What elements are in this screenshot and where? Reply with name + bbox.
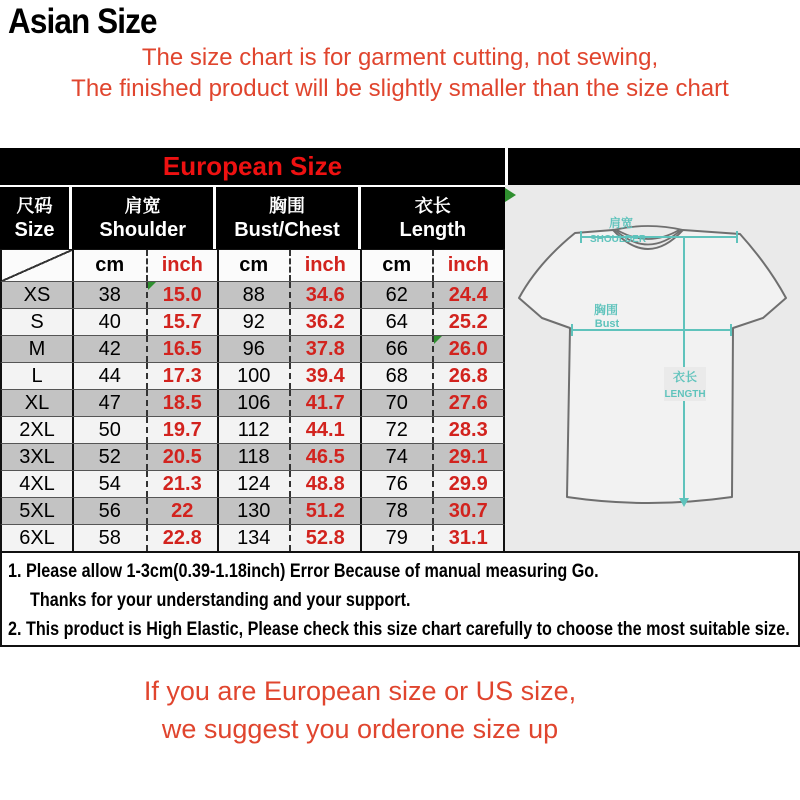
value-cell: 20.5 — [146, 444, 218, 470]
value-cell: 37.8 — [289, 336, 361, 362]
footer-line2: we suggest you orderone size up — [161, 714, 559, 744]
warning-line2: The finished product will be slightly smaller than the size chart — [71, 75, 729, 102]
value-cell: 76 — [360, 471, 432, 497]
value-cell: 25.2 — [432, 309, 504, 335]
value-cell: 64 — [360, 309, 432, 335]
value-cell: 100 — [217, 363, 289, 389]
unit-cell-cm-2: cm — [217, 250, 289, 281]
value-cell: 52.8 — [289, 525, 361, 551]
value-cell: 79 — [360, 525, 432, 551]
value-cell: 22 — [146, 498, 218, 524]
size-cell: 4XL — [2, 471, 74, 497]
value-cell: 31.1 — [432, 525, 504, 551]
column-header-en: Size — [14, 218, 55, 241]
note-2-text: 2. This product is High Elastic, Please check this size chart carefully to choose the most suitable size. — [8, 619, 790, 640]
size-cell: 5XL — [2, 498, 74, 524]
chart-area — [0, 148, 800, 551]
table-row-xs — [0, 281, 505, 308]
value-cell: 26.8 — [432, 363, 504, 389]
banner-right-segment — [505, 148, 800, 185]
value-cell: 16.5 — [146, 336, 218, 362]
value-cell: 54 — [98, 472, 121, 495]
warning-line1: The size chart is for garment cutting, not sewing, — [141, 44, 659, 71]
size-cell: L — [2, 363, 74, 389]
value-cell: 66 — [360, 336, 432, 362]
footer-line1: If you are European size or US size, — [143, 676, 577, 706]
shoulder-label-zh: 肩宽 — [608, 216, 634, 230]
value-cell: 46.5 — [289, 444, 361, 470]
table-row-2xl — [0, 416, 505, 443]
value-cell: 19.7 — [146, 417, 218, 443]
value-cell: 70 — [360, 390, 432, 416]
table-banner-label: European Size — [162, 151, 343, 181]
size-cell: M — [2, 336, 74, 362]
size-cell: S — [2, 309, 74, 335]
value-cell: 44.1 — [289, 417, 361, 443]
length-label-zh: 衣长 — [672, 370, 698, 384]
size-cell: 3XL — [2, 444, 74, 470]
column-header-en: Length — [399, 218, 467, 241]
column-header-size — [0, 185, 72, 249]
value-cell: 72 — [360, 417, 432, 443]
bust-label-zh: 胸围 — [593, 303, 619, 317]
value-cell: 18.5 — [146, 390, 218, 416]
column-header-zh: 衣长 — [414, 195, 451, 216]
value-cell: 130 — [217, 498, 289, 524]
size-table — [0, 148, 505, 551]
column-header-en: Shoulder — [99, 218, 186, 241]
green-corner-marker — [505, 188, 516, 202]
value-cell: 58 — [98, 526, 121, 549]
column-header-zh: 胸围 — [268, 195, 305, 216]
value-cell: 15.7 — [146, 309, 218, 335]
value-cell: 68 — [360, 363, 432, 389]
table-row-s — [0, 308, 505, 335]
value-cell: 56 — [98, 499, 121, 522]
value-cell: 78 — [360, 498, 432, 524]
value-cell: 50 — [98, 418, 121, 441]
value-cell: 134 — [217, 525, 289, 551]
value-cell: 51.2 — [289, 498, 361, 524]
value-cell: 47 — [98, 391, 121, 414]
value-cell: 88 — [217, 282, 289, 308]
size-cell: XS — [2, 282, 74, 308]
warning-text — [0, 42, 800, 104]
size-cell: 6XL — [2, 525, 74, 551]
table-row-4xl — [0, 470, 505, 497]
table-row-m — [0, 335, 505, 362]
value-cell: 40 — [98, 310, 121, 333]
table-body — [0, 281, 505, 551]
note-1-cont-text: Thanks for your understanding and your support. — [30, 590, 411, 611]
value-cell: 106 — [217, 390, 289, 416]
note-line-2 — [8, 615, 798, 644]
table-row-5xl — [0, 497, 505, 524]
unit-row — [0, 249, 505, 281]
value-cell: 26.0 — [432, 336, 504, 362]
column-header-zh: 尺码 — [16, 195, 53, 216]
value-cell: 27.6 — [432, 390, 504, 416]
footer-advice — [0, 672, 720, 748]
table-row-6xl — [0, 524, 505, 551]
column-header-en: Bust/Chest — [234, 218, 340, 241]
tshirt-diagram — [505, 185, 800, 551]
diagonal-cell — [2, 250, 74, 281]
page-title-text: Asian Size — [8, 2, 157, 41]
tshirt-outline-svg — [505, 185, 800, 551]
table-row-3xl — [0, 443, 505, 470]
value-cell: 48.8 — [289, 471, 361, 497]
table-row-l — [0, 362, 505, 389]
value-cell: 112 — [217, 417, 289, 443]
value-cell: 30.7 — [432, 498, 504, 524]
value-cell: 124 — [217, 471, 289, 497]
table-header-row — [0, 185, 505, 249]
value-cell: 42 — [98, 337, 121, 360]
value-cell: 96 — [217, 336, 289, 362]
notes-box — [0, 551, 800, 647]
value-cell: 36.2 — [289, 309, 361, 335]
page-title — [8, 2, 173, 42]
value-cell: 28.3 — [432, 417, 504, 443]
value-cell: 44 — [98, 364, 121, 387]
note-line-1 — [8, 557, 798, 586]
value-cell: 39.4 — [289, 363, 361, 389]
column-header-length — [361, 185, 505, 249]
table-row-xl — [0, 389, 505, 416]
value-cell: 24.4 — [432, 282, 504, 308]
column-header-zh: 肩宽 — [124, 195, 161, 216]
value-cell: 118 — [217, 444, 289, 470]
value-cell: 21.3 — [146, 471, 218, 497]
unit-cell-inch-3: inch — [289, 250, 361, 281]
column-header-bust-chest — [216, 185, 360, 249]
shoulder-label-en: SHOULDER — [589, 234, 647, 245]
note-1-text: 1. Please allow 1-3cm(0.39-1.18inch) Error Because of manual measuring Go. — [8, 561, 599, 582]
value-cell: 38 — [98, 283, 121, 306]
value-cell: 74 — [360, 444, 432, 470]
unit-cell-inch-5: inch — [432, 250, 504, 281]
value-cell: 34.6 — [289, 282, 361, 308]
tshirt-body — [519, 230, 786, 503]
unit-cell-inch-1: inch — [146, 250, 218, 281]
unit-cell-cm-4: cm — [360, 250, 432, 281]
value-cell: 29.9 — [432, 471, 504, 497]
value-cell: 41.7 — [289, 390, 361, 416]
value-cell: 92 — [217, 309, 289, 335]
size-cell: XL — [2, 390, 74, 416]
value-cell: 17.3 — [146, 363, 218, 389]
note-line-1-continued — [8, 586, 798, 615]
value-cell: 22.8 — [146, 525, 218, 551]
diagram-column — [505, 148, 800, 551]
size-cell: 2XL — [2, 417, 74, 443]
unit-cell-cm-0: cm — [95, 254, 125, 276]
value-cell: 52 — [98, 445, 121, 468]
value-cell: 62 — [360, 282, 432, 308]
length-label-en: LENGTH — [664, 389, 706, 400]
column-header-shoulder — [72, 185, 216, 249]
table-banner — [0, 148, 505, 185]
value-cell: 29.1 — [432, 444, 504, 470]
bust-label-en: Bust — [594, 318, 620, 330]
value-cell: 15.0 — [146, 282, 218, 308]
